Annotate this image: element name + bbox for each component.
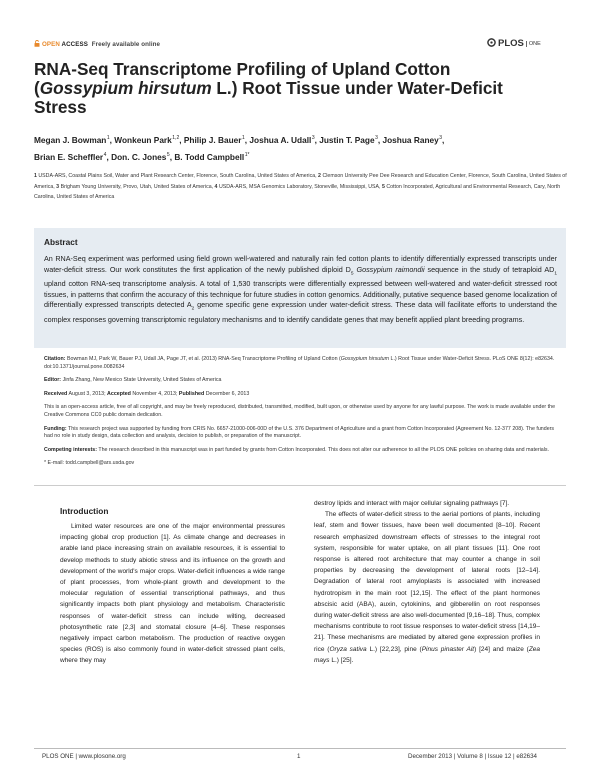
- author: Joshua Raney$^3$,: [382, 135, 445, 145]
- author: Megan J. Bowman$^1$,: [34, 135, 115, 145]
- affiliation-text: Brigham Young University, Provo, Utah, United States of America,: [60, 183, 215, 190]
- editor: Editor: Jinfa Zhang, New Mexico State University, United States of America: [44, 377, 222, 384]
- author: B. Todd Campbell$^{1*}$: [174, 151, 250, 162]
- title-line1: RNA-Seq Transcriptome Profiling of Upland Cotton: [34, 59, 451, 79]
- open-access-badge: [34, 40, 160, 48]
- author: Don. C. Jones$^5$,: [111, 151, 175, 162]
- author: Brian E. Scheffler$^4$,: [34, 151, 112, 162]
- freely-available-label: Freely available online: [91, 41, 161, 48]
- article-metadata: [44, 356, 557, 471]
- funding: Funding: This research project was supported by funding from CRIS No. 6657-21000-006-00D of the U.S. 376 Department of Agriculture and a grant from Cotton Incorporated (Agreement No. 12-377 208). The funders had no role in study design, data collection and analysis, decision to publish, or preparation of the manuscript.: [44, 425, 555, 440]
- abstract-text: An RNA-Seq experiment was performed using field grown well-watered and naturally rain fed cotton plants to identify differentially expressed transcripts under water-deficit stress. Our work constitutes the first application of the newly published diploid $D_5$ Gossypium raimondii sequence in the study of tetraploid $AD_1$ upland cotton RNA-seq transcriptome analysis. A total of 1,530 transcripts were differentially expressed between well-watered and water-deficit stressed root tissues, in patterns that confirm the accuracy of this technique for future studies in cotton genomics. Additionally, putative sequence based genome localization of differentially expressed transcripts detected $A_2$ genome specific gene expression under water-deficit stress. These data will facilitate efforts to understand the complex responses governing transcriptomic regulatory mechanisms and to identify candidate genes that may benefit applied plant breeding programs.: [44, 254, 557, 325]
- plos-logo-icon: [487, 38, 496, 47]
- affiliation-text: USDA-ARS, Coastal Plains Soil, Water and Plant Research Center, Florence, South Carolina, United States of America,: [38, 173, 319, 179]
- paragraph: The effects of water-deficit stress to the aerial portions of plants, including leaf, stem and flower tissues, have been well documented [8–10]. Recent research emphasized downstream effects of stresses to the integral root system, responsible for water uptake, on all plant tissues [11]. One root response is altered root architecture that may counter a change in soil properties by decreasing the development of lateral roots [12–14]. Degradation of lateral root amyloplasts is associated with increased hydrotropism in the main root [12,15]. The effect of the plant hormones abscisic acid (ABA), auxin, cytokinins, and gibberellin on root responses during water-deficit stress are also well-documented [9,16–18]. Thus, complex mechanisms contribute to root tissue responses to water-deficit stress [14,19–21]. These mechanisms are mediated by altered gene expression profiles in rice (Oryza sativa L.) [22,23], pine (Pinus pinaster Ait) [24] and maize (Zea mays L.) [25].: [314, 511, 541, 664]
- citation: Citation: Bowman MJ, Park W, Bauer PJ, Udall JA, Page JT, et al. (2013) RNA-Seq Transcriptome Profiling of Upland Cotton (Gossypium hirsutum L.) Root Tissue under Water-Deficit Stress. PLoS ONE 8(12): e82634. doi:10.1371/journal.pone.0082634: [44, 356, 555, 370]
- affiliation-text: Cotton Incorporated, Agricultural and Environmental Research, Cary, North Carolina, United States of America: [34, 183, 561, 201]
- footer-issue: December 2013 | Volume 8 | Issue 12 | e82634: [408, 753, 537, 760]
- affiliation-text: USDA-ARS, MSA Genomics Laboratory, Stoneville, Mississippi, USA,: [218, 183, 382, 190]
- open-label: OPEN: [42, 41, 60, 48]
- divider: [34, 485, 566, 486]
- footer-divider: [34, 748, 566, 749]
- author: Joshua A. Udall$^3$,: [249, 135, 320, 145]
- body-column-right: [314, 498, 540, 666]
- plos-one-logo: [487, 38, 541, 49]
- abstract-heading: Abstract: [44, 237, 78, 247]
- affiliation-text: Clemson University Pee Dee Research and Education Center, Florence, South Carolina, United States of America,: [34, 173, 567, 190]
- competing-interests: Competing interests: The research described in this manuscript was in part funded by grants from Cotton Incorporated. This does not alter our adherence to all the PLOS ONE policies on sharing data and materials.: [44, 446, 550, 453]
- article-title: [34, 60, 554, 117]
- author: Philip J. Bauer$^1$,: [183, 135, 250, 145]
- paragraph: destroy lipids and interact with major cellular signaling pathways [7].: [314, 500, 510, 507]
- body-column-left: Limited water resources are one of the major environmental pressures impacting global crop production [1]. As climate change and decreases in arable land place increasing strain on available resources, it is essential to develop methods to study abiotic stress and its influence on the growth and development of the world's major crops. Water-deficit influences a wide range of plant processes, from whole-plant growth and development to the molecular regulation of essential transcriptional pathways, and thus significantly impacts both plant physiology and metabolism. Characteristic responses of water-deficit stress can include wilting, decreased photosynthetic rate [2,3] and stomatal closure [4–6]. These responses negatively impact carbon metabolism. The production of reactive oxygen species (ROS) is also commonly found in water-deficit stressed plant cells, where they may: [60, 523, 285, 665]
- footer-journal: PLOS ONE | www.plosone.org: [42, 753, 126, 760]
- author: Wonkeun Park$^{1,2}$,: [114, 135, 184, 145]
- plos-logo-text: PLOS: [498, 38, 524, 49]
- access-label: ACCESS: [61, 41, 88, 48]
- page-number: 1: [297, 753, 301, 760]
- author-list: [34, 131, 574, 164]
- open-lock-icon: [34, 40, 40, 47]
- email: * E-mail: todd.campbell@ars.usda.gov: [44, 460, 135, 467]
- affiliations: 1 USDA-ARS, Coastal Plains Soil, Water and Plant Research Center, Florence, South Carolina, United States of America, 2 Clemson University Pee Dee Research and Education Center, Florence, South Carolina, United States of America, 3 Brigham Young University, Provo, Utah, United States of America, 4 USDA-ARS, MSA Genomics Laboratory, Stoneville, Mississippi, USA, 5 Cotton Incorporated, Agricultural and Environmental Research, Cary, North Carolina, United States of America: [34, 173, 567, 201]
- author: Justin T. Page$^3$,: [319, 135, 383, 145]
- title-species: Gossypium hirsutum: [39, 78, 212, 98]
- title-line2: L.) Root Tissue under Water-Deficit Stress: [34, 78, 503, 117]
- license: This is an open-access article, free of all copyright, and may be freely reproduced, distributed, transmitted, modified, built upon, or otherwise used by anyone for any lawful purpose. The work is made available under the Creative Commons CC0 public domain dedication.: [44, 404, 556, 418]
- plos-logo-one: ONE: [526, 41, 541, 47]
- introduction-heading: Introduction: [60, 506, 109, 516]
- dates: Received August 3, 2013; Accepted November 4, 2013; Published December 6, 2013: [44, 390, 250, 397]
- title-paren: (: [34, 78, 40, 98]
